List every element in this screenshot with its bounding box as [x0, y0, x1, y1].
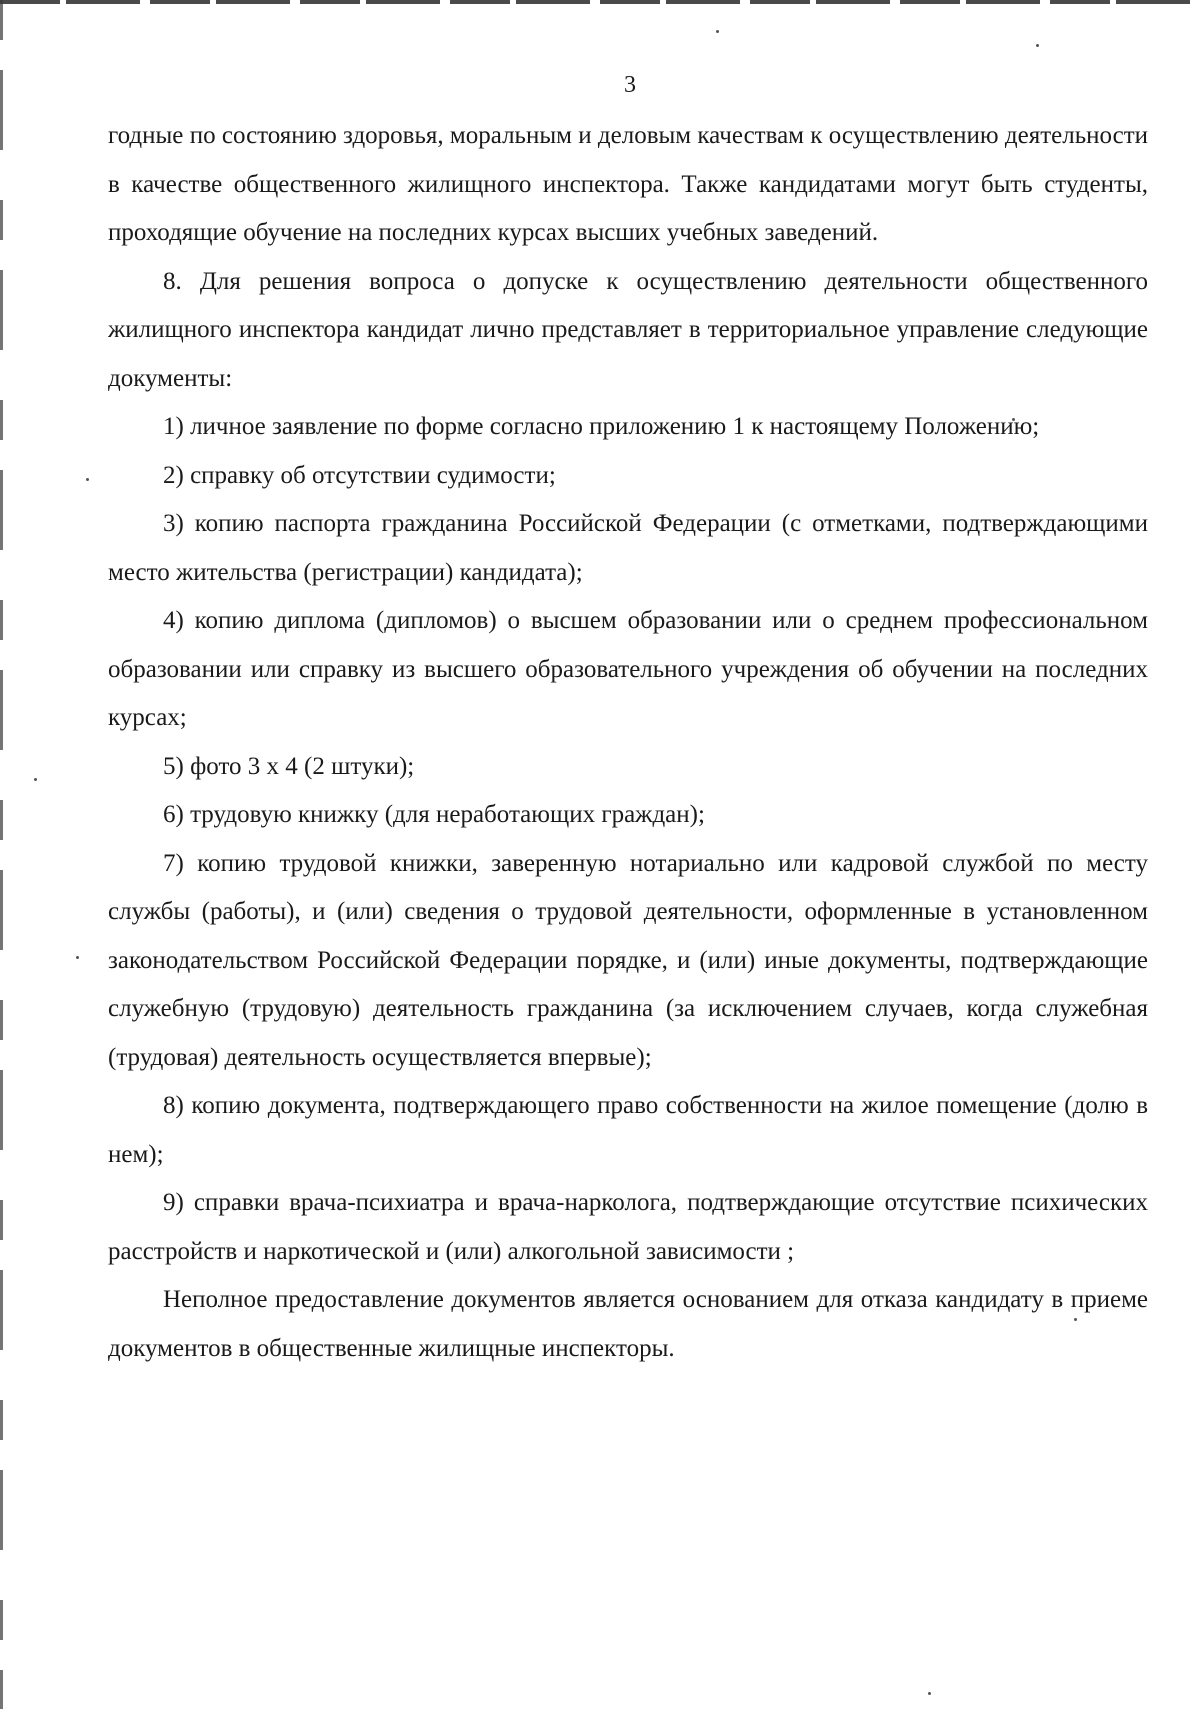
list-item-3: 3) копию паспорта гражданина Российской Федерации (с отметками, подтверждающими место жительства (регистрации) кандидата); — [108, 510, 1148, 586]
list-item-1: 1) личное заявление по форме согласно приложению 1 к настоящему Положению; — [163, 413, 1040, 440]
scan-speck — [716, 30, 719, 33]
paragraph-continuation: годные по состоянию здоровья, моральным и деловым качествам к осуществлению деятельности в качестве общественного жилищного инспектора. Также кандидатами могут быть студенты, проходящие обучение на последних курсах высших учебных заведений. — [108, 122, 1148, 246]
list-item-8: 8) копию документа, подтверждающего право собственности на жилое помещение (долю в нем); — [108, 1092, 1148, 1168]
scan-speck — [86, 478, 89, 481]
list-item-5: 5) фото 3 х 4 (2 штуки); — [163, 752, 415, 780]
paragraph-item-8: 8. Для решения вопроса о допуске к осуществлению деятельности общественного жилищного инспектора кандидат лично представляет в территориальное управление следующие документы: — [108, 267, 1148, 392]
scan-speck — [928, 1692, 931, 1695]
page-number: 3 — [624, 72, 636, 98]
list-item-2: 2) справку об отсутствии судимости; — [163, 461, 556, 489]
scan-speck — [76, 956, 79, 959]
closing-paragraph: Неполное предоставление документов является основанием для отказа кандидату в приеме документов в общественные жилищные инспекторы. — [108, 1286, 1148, 1362]
scan-speck — [1036, 44, 1039, 47]
document-body — [108, 112, 1148, 1373]
scan-left-border — [0, 0, 3, 1709]
list-item-6: 6) трудовую книжку (для неработающих граждан); — [163, 801, 705, 828]
list-item-9: 9) справки врача-психиатра и врача-нарколога, подтверждающие отсутствие психических расстройств и наркотической и (или) алкогольной зависимости ; — [108, 1189, 1148, 1265]
scan-speck — [34, 778, 37, 781]
scan-top-border — [0, 0, 1200, 4]
list-item-4: 4) копию диплома (дипломов) о высшем образовании или о среднем профессиональном образовании или справку из высшего образовательного учреждения об обучении на последних курсах; — [108, 607, 1148, 731]
list-item-7: 7) копию трудовой книжки, заверенную нотариально или кадровой службой по месту службы (работы), и (или) сведения о трудовой деятельности, оформленные в установленном законодательством Российской Федерации порядке, и (или) иные документы, подтверждающие служебную (трудовую) деятельность гражданина (за исключением случаев, когда служебная (трудовая) деятельность осуществляется впервые); — [108, 849, 1148, 1071]
